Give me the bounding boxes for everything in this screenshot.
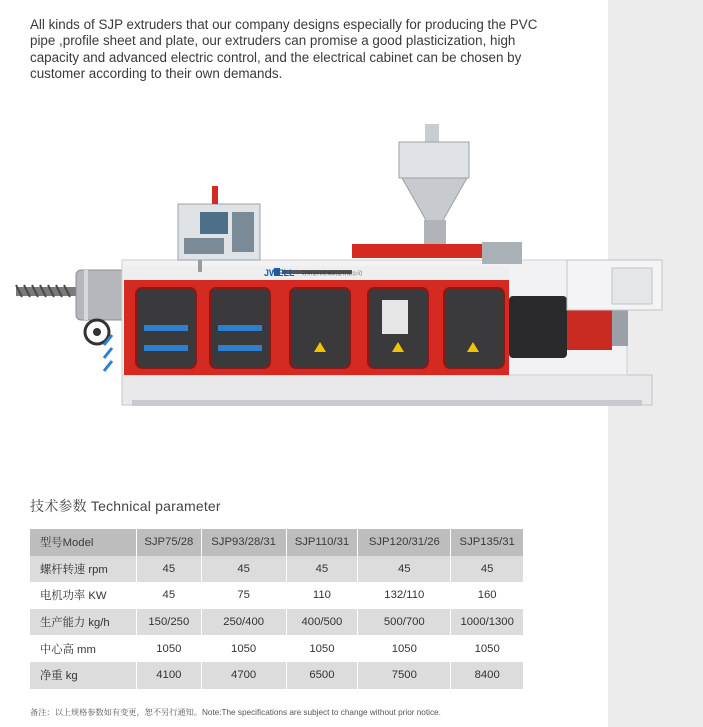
table-cell: 500/700 bbox=[358, 609, 451, 636]
row-label: 螺杆转速 rpm bbox=[30, 556, 137, 583]
table-cell: 1050 bbox=[286, 635, 358, 662]
table-cell: 75 bbox=[201, 582, 286, 609]
row-label: 中心高 mm bbox=[40, 643, 96, 656]
brand-logo: JWELL bbox=[264, 268, 295, 278]
extruder-machine-photo bbox=[12, 120, 672, 430]
table-row bbox=[30, 609, 523, 636]
table-cell: 6500 bbox=[286, 662, 358, 689]
intro-paragraph: All kinds of SJP extruders that our company designs especially for producing the PVC pipe ,profile sheet and plate, our extruders can promise a good plasticization, high capacity and advanced electric control, and the electrical cabinet can be chosen by customer according to their own demands. bbox=[30, 17, 538, 81]
table-cell: 110 bbox=[286, 582, 358, 609]
table-cell: 45 bbox=[201, 556, 286, 583]
table-header-row bbox=[30, 529, 523, 556]
table-cell: 1050 bbox=[201, 635, 286, 662]
table-cell: 1050 bbox=[451, 635, 523, 662]
table-cell: 150/250 bbox=[137, 609, 202, 636]
header-cell: SJP120/31/26 bbox=[358, 529, 451, 556]
table-cell: 45 bbox=[286, 556, 358, 583]
table-row bbox=[30, 662, 523, 689]
row-label: 电机功率 KW bbox=[40, 590, 107, 603]
row-label: 生产能力 kg/h bbox=[30, 609, 137, 636]
table-cell: 4700 bbox=[201, 662, 286, 689]
table-row bbox=[30, 635, 523, 662]
table-cell: 250/400 bbox=[201, 609, 286, 636]
table-cell: 45 bbox=[137, 556, 202, 583]
technical-parameter-table bbox=[30, 529, 523, 689]
header-cell: SJP93/28/31 bbox=[201, 529, 286, 556]
table-cell: 7500 bbox=[358, 662, 451, 689]
table-cell: 1000/1300 bbox=[451, 609, 523, 636]
table-cell: 45 bbox=[451, 556, 523, 583]
table-cell: 45 bbox=[137, 582, 202, 609]
header-cell: SJP110/31 bbox=[286, 529, 358, 556]
table-cell: 400/500 bbox=[286, 609, 358, 636]
header-cell: SJP135/31 bbox=[451, 529, 523, 556]
table-cell: 4100 bbox=[137, 662, 202, 689]
footnote: 备注：以上规格参数如有变更，恕不另行通知。Note:The specifications are subject to change without prior notice. bbox=[30, 708, 441, 717]
header-cell: SJP75/28 bbox=[137, 529, 202, 556]
table-cell: 1050 bbox=[358, 635, 451, 662]
section-title: 技术参数 Technical parameter bbox=[30, 498, 221, 514]
header-cell: 型号Model bbox=[30, 529, 137, 556]
nameplate-text: 苏州金纬机械制造有限公司 bbox=[302, 271, 363, 277]
table-cell: 1050 bbox=[137, 635, 202, 662]
table-row bbox=[30, 582, 523, 609]
table-cell: 132/110 bbox=[358, 582, 451, 609]
table-cell: 160 bbox=[451, 582, 523, 609]
table-cell: 45 bbox=[358, 556, 451, 583]
table-row bbox=[30, 556, 523, 583]
table-cell: 8400 bbox=[451, 662, 523, 689]
row-label: 净重 kg bbox=[30, 662, 137, 689]
